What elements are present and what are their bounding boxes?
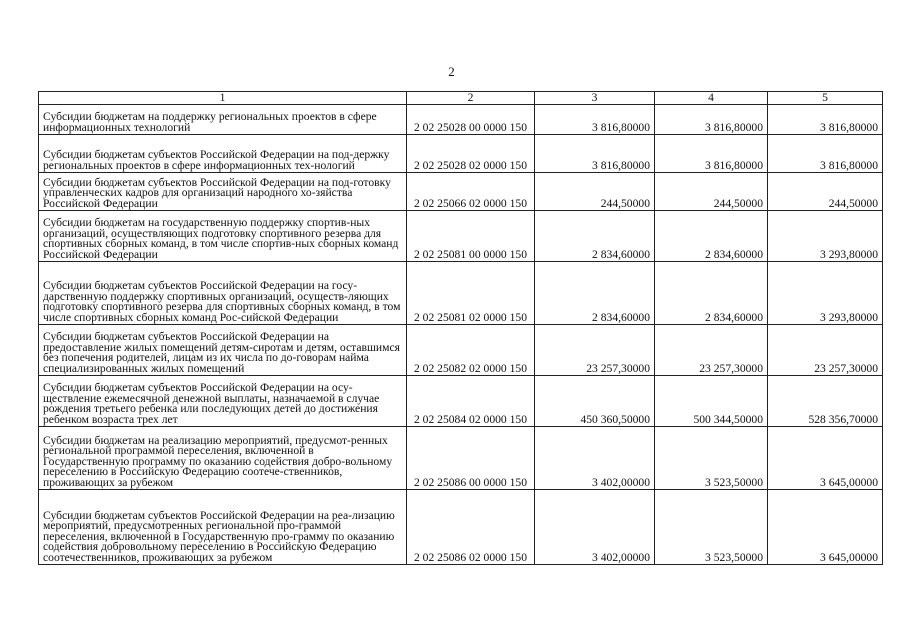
row-value-col3: 3 816,80000 [535,135,655,173]
row-value-col3: 450 360,50000 [535,376,655,427]
row-description: Субсидии бюджетам на поддержку региональных проектов в сфере информационных технологий [39,105,407,135]
column-header-1: 1 [39,92,407,105]
row-value-col3: 3 402,00000 [535,490,655,565]
row-value-col4: 3 816,80000 [655,105,768,135]
row-value-col5: 3 293,80000 [768,211,883,262]
row-code: 2 02 25086 02 0000 150 [407,490,535,565]
table-row [39,135,883,173]
row-description: Субсидии бюджетам субъектов Российской Федерации на реа-лизацию мероприятий, предусмотренных региональной про-граммой переселения, включенной в Государственную про-грамму по оказанию содействия добровольному переселению в Российскую Федерацию соотечественников, проживающих за рубежом [39,490,407,565]
row-value-col4: 244,50000 [655,173,768,211]
row-value-col5: 3 645,00000 [768,427,883,490]
row-description: Субсидии бюджетам субъектов Российской Федерации на осу-ществление ежемесячной денежной выплаты, назначаемой в случае рождения третьего ребенка или последующих детей до достижения ребенком возраста трех лет [39,376,407,427]
header-row [39,92,883,105]
row-value-col3: 23 257,30000 [535,325,655,376]
column-header-3: 3 [535,92,655,105]
row-value-col4: 3 523,50000 [655,490,768,565]
row-value-col5: 528 356,70000 [768,376,883,427]
column-header-4: 4 [655,92,768,105]
page-number: 2 [448,64,455,79]
column-header-2: 2 [407,92,535,105]
row-value-col3: 2 834,60000 [535,262,655,325]
row-description: Субсидии бюджетам субъектов Российской Федерации на под-держку региональных проектов в сфере информационных тех-нологий [39,135,407,173]
row-value-col5: 3 645,00000 [768,490,883,565]
row-description: Субсидии бюджетам на реализацию мероприятий, предусмот-ренных региональной программой переселения, включенной в Государственную программу по оказанию содействия добро-вольному переселению в Российскую Федерацию соотече-ственников, проживающих за рубежом [39,427,407,490]
row-code: 2 02 25081 00 0000 150 [407,211,535,262]
row-value-col3: 244,50000 [535,173,655,211]
table-row [39,105,883,135]
row-value-col3: 3 816,80000 [535,105,655,135]
table-row [39,262,883,325]
row-value-col5: 3 816,80000 [768,105,883,135]
table-row [39,376,883,427]
table-row [39,490,883,565]
row-value-col4: 2 834,60000 [655,262,768,325]
table-body [39,92,883,565]
table-row [39,427,883,490]
row-value-col5: 3 293,80000 [768,262,883,325]
table-row [39,325,883,376]
table-row [39,211,883,262]
column-header-5: 5 [768,92,883,105]
row-value-col5: 3 816,80000 [768,135,883,173]
row-value-col4: 2 834,60000 [655,211,768,262]
table-row [39,173,883,211]
row-description: Субсидии бюджетам субъектов Российской Федерации на предоставление жилых помещений детям-сиротам и детям, оставшимся без попечения родителей, лицам из их числа по до-говорам найма специализированных жилых помещений [39,325,407,376]
row-value-col5: 244,50000 [768,173,883,211]
row-description: Субсидии бюджетам на государственную поддержку спортив-ных организаций, осуществляющих подготовку спортивного резерва для спортивных сборных команд, в том числе спортив-ных сборных команд Российской Федерации [39,211,407,262]
row-value-col5: 23 257,30000 [768,325,883,376]
row-code: 2 02 25081 02 0000 150 [407,262,535,325]
row-value-col3: 3 402,00000 [535,427,655,490]
row-value-col4: 3 523,50000 [655,427,768,490]
row-value-col4: 3 816,80000 [655,135,768,173]
row-code: 2 02 25082 02 0000 150 [407,325,535,376]
row-value-col4: 500 344,50000 [655,376,768,427]
row-code: 2 02 25084 02 0000 150 [407,376,535,427]
row-value-col3: 2 834,60000 [535,211,655,262]
row-code: 2 02 25086 00 0000 150 [407,427,535,490]
row-code: 2 02 25028 00 0000 150 [407,105,535,135]
row-description: Субсидии бюджетам субъектов Российской Федерации на под-готовку управленческих кадров для организаций народного хо-зяйства Российской Федерации [39,173,407,211]
budget-table [38,91,883,565]
row-description: Субсидии бюджетам субъектов Российской Федерации на госу-дарственную поддержку спортивных организаций, осуществ-ляющих подготовку спортивного резерва для спортивных сборных команд, в том числе спортивных сборных команд Рос-сийской Федерации [39,262,407,325]
row-code: 2 02 25066 02 0000 150 [407,173,535,211]
row-value-col4: 23 257,30000 [655,325,768,376]
row-code: 2 02 25028 02 0000 150 [407,135,535,173]
